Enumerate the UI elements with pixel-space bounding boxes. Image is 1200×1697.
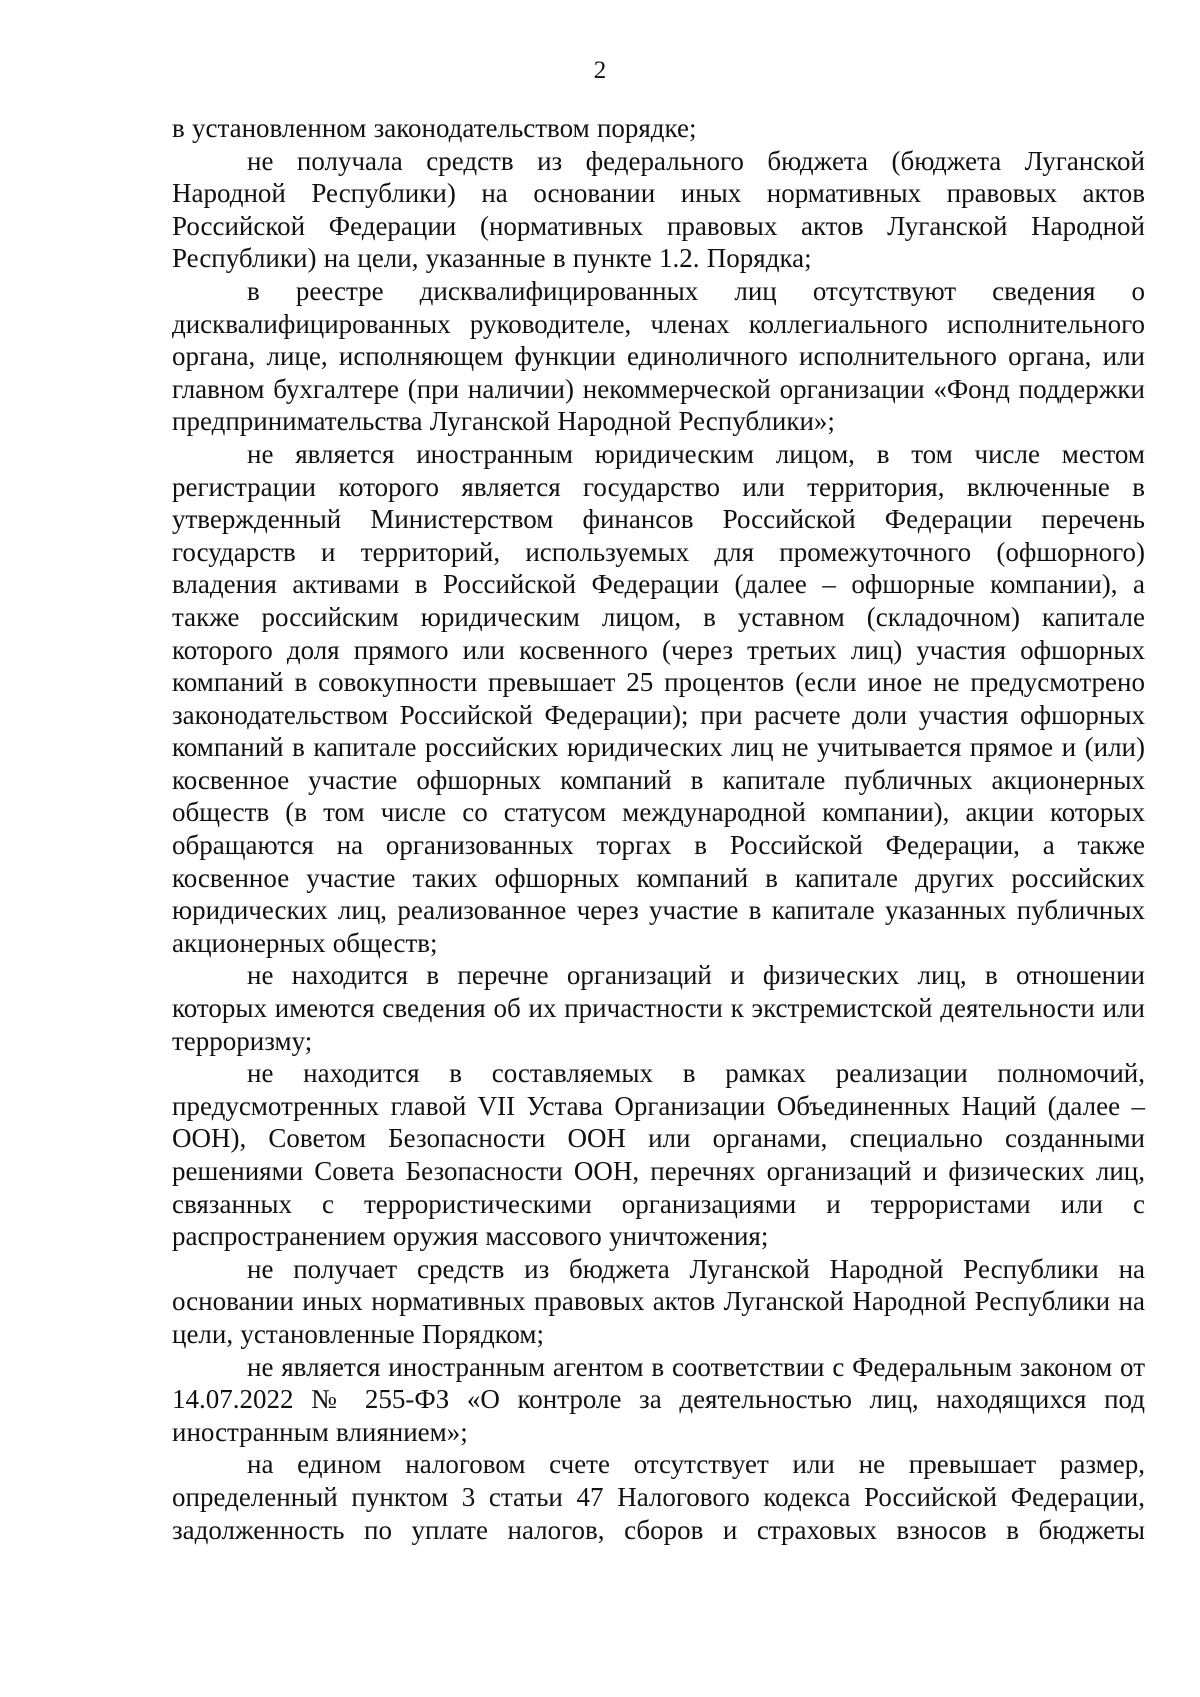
paragraph-continuation: в установленном законодательством порядке; [172,113,697,143]
paragraph-republic-budget: не получает средств из бюджета Луганской Народной Республики на основании иных нормативных правовых актов Луганской Народной Республики на цели, установленные Порядком; [172,1253,1145,1349]
paragraph-extremism-list: не находится в перечне организаций и физических лиц, в отношении которых имеются сведения об их причастности к экстремистской деятельности или терроризму; [172,960,1145,1056]
paragraph-federal-budget: не получала средств из федерального бюджета (бюджета Луганской Народной Республики) на основании иных нормативных правовых актов Российской Федерации (нормативных правовых актов Луганской Народной Республики) на цели, указанные в пункте 1.2. Порядка; [172,145,1145,274]
paragraph-disqualified-registry: в реестре дисквалифицированных лиц отсутствуют сведения о дисквалифицированных руководителе, членах коллегиального исполнительного органа, лице, исполняющем функции единоличного исполнительного органа, или главном бухгалтере (при наличии) некоммерческой организации «Фонд поддержки предпринимательства Луганской Народной Республики»; [172,275,1145,437]
paragraph-tax-account: на едином налоговом счете отсутствует или не превышает размер, определенный пунктом 3 статьи 47 Налогового кодекса Российской Федерации, задолженность по уплате налогов, сборов и страховых взносов в бюджеты [172,1449,1145,1545]
paragraph-foreign-agent: не является иностранным агентом в соответствии с Федеральным законом от 14.07.2022 № 255-ФЗ «О контроле за деятельностью лиц, находящихся под иностранным влиянием»; [172,1351,1145,1447]
page-number: 2 [593,57,607,84]
document-body [172,112,1145,1546]
paragraph-un-lists: не находится в составляемых в рамках реализации полномочий, предусмотренных главой VII Устава Организации Объединенных Наций (далее – ООН), Советом Безопасности ООН или органами, специально созданными решениями Совета Безопасности ООН, перечнях организаций и физических лиц, связанных с террористическими организациями и террористами или с распространением оружия массового уничтожения; [172,1058,1145,1252]
paragraph-foreign-legal-entity: не является иностранным юридическим лицом, в том числе местом регистрации которого является государство или территория, включенные в утвержденный Министерством финансов Российской Федерации перечень государств и территорий, используемых для промежуточного (офшорного) владения активами в Российской Федерации (далее – офшорные компании), а также российским юридическим лицом, в уставном (складочном) капитале которого доля прямого или косвенного (через третьих лиц) участия офшорных компаний в совокупности превышает 25 процентов (если иное не предусмотрено законодательством Российской Федерации); при расчете доли участия офшорных компаний в капитале российских юридических лиц не учитывается прямое и (или) косвенное участие офшорных компаний в капитале публичных акционерных обществ (в том числе со статусом международной компании), акции которых обращаются на организованных торгах в Российской Федерации, а также косвенное участие таких офшорных компаний в капитале других российских юридических лиц, реализованное через участие в капитале указанных публичных акционерных обществ; [172,438,1145,958]
